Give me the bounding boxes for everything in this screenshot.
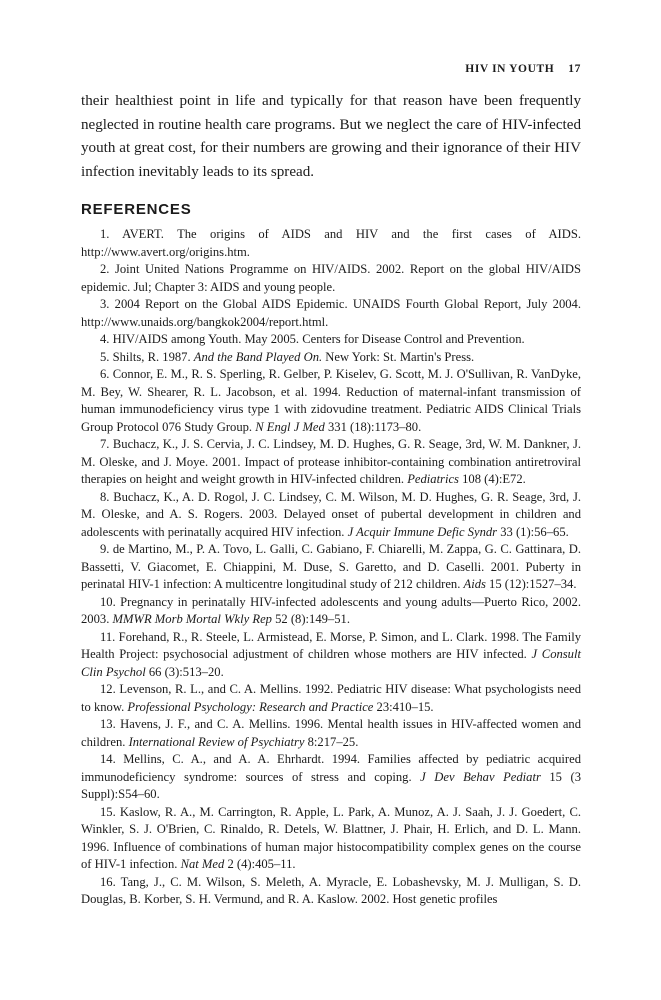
reference-item: 2. Joint United Nations Programme on HIV/AIDS. 2002. Report on the global HIV/AIDS epidemic. Jul; Chapter 3: AIDS and young people.: [81, 262, 581, 294]
reference-item: 13. Havens, J. F., and C. A. Mellins. 1996. Mental health issues in HIV-affected women and children. International Review of Psychiatry 8:217–25.: [81, 717, 581, 749]
reference-item: 6. Connor, E. M., R. S. Sperling, R. Gelber, P. Kiselev, G. Scott, M. J. O'Sullivan, R. VanDyke, M. Bey, W. Shearer, R. L. Jacobson, et al. 1994. Reduction of maternal-infant transmission of human immunodeficiency virus type 1 with zidovudine treatment. Pediatric AIDS Clinical Trials Group Protocol 076 Study Group. N Engl J Med 331 (18):1173–80.: [81, 367, 581, 434]
reference-item: 16. Tang, J., C. M. Wilson, S. Meleth, A. Myracle, E. Lobashevsky, M. J. Mulligan, S. D. Douglas, B. Korber, S. H. Vermund, and R. A. Kaslow. 2002. Host genetic profiles: [81, 874, 581, 906]
reference-list: [81, 226, 581, 909]
reference-item: 15. Kaslow, R. A., M. Carrington, R. Apple, L. Park, A. Munoz, A. J. Saah, J. J. Goedert, C. Winkler, S. J. O'Brien, C. Rinaldo, R. Detels, W. Blattner, J. Phair, H. Erlich, and D. L. Mann. 1996. Influence of combinations of human major histocompatibility complex genes on the course of HIV-1 infection. Nat Med 2 (4):405–11.: [81, 804, 581, 871]
running-header-title: HIV IN YOUTH: [465, 63, 555, 75]
reference-item: 7. Buchacz, K., J. S. Cervia, J. C. Lindsey, M. D. Hughes, G. R. Seage, 3rd, W. M. Dankner, J. M. Oleske, and J. Moye. 2001. Impact of protease inhibitor-containing combination antiretroviral therapies on height and weight growth in HIV-infected children. Pediatrics 108 (4):E72.: [81, 437, 581, 486]
references-heading: REFERENCES: [81, 201, 192, 218]
book-page: [81, 0, 581, 1000]
reference-item: 11. Forehand, R., R. Steele, L. Armistead, E. Morse, P. Simon, and L. Clark. 1998. The Family Health Project: psychosocial adjustment of children whose mothers are HIV infected. J Consult Clin Psychol 66 (3):513–20.: [81, 629, 581, 679]
running-header: [465, 63, 581, 75]
reference-item: 4. HIV/AIDS among Youth. May 2005. Centers for Disease Control and Prevention.: [100, 332, 525, 346]
reference-item: 12. Levenson, R. L., and C. A. Mellins. 1992. Pediatric HIV disease: What psychologists need to know. Professional Psychology: Research and Practice 23:410–15.: [81, 682, 581, 714]
reference-item: 10. Pregnancy in perinatally HIV-infected adolescents and young adults—Puerto Rico, 2002. 2003. MMWR Morb Mortal Wkly Rep 52 (8):149–51.: [81, 594, 581, 626]
reference-item: 5. Shilts, R. 1987. And the Band Played On. New York: St. Martin's Press.: [100, 349, 475, 364]
reference-item: 8. Buchacz, K., A. D. Rogol, J. C. Lindsey, C. M. Wilson, M. D. Hughes, G. R. Seage, 3rd, J. M. Oleske, and A. S. Rogers. 2003. Delayed onset of pubertal development in children and adolescents with perinatally acquired HIV infection. J Acquir Immune Defic Syndr 33 (1):56–65.: [81, 489, 581, 539]
reference-item: 1. AVERT. The origins of AIDS and HIV and the first cases of AIDS. http://www.avert.org/origins.htm.: [81, 227, 581, 259]
reference-item: 14. Mellins, C. A., and A. A. Ehrhardt. 1994. Families affected by pediatric acquired immunodeficiency syndrome: sources of stress and coping. J Dev Behav Pediatr 15 (3 Suppl):S54–60.: [81, 752, 582, 801]
page-number: 17: [568, 63, 581, 75]
intro-paragraph: their healthiest point in life and typically for that reason have been frequently neglected in routine health care programs. But we neglect the care of HIV-infected youth at great cost, for their numbers are growing and their ignorance of their HIV infection inevitably leads to its spread.: [81, 93, 581, 180]
reference-item: 9. de Martino, M., P. A. Tovo, L. Galli, C. Gabiano, F. Chiarelli, M. Zappa, G. C. Gattinara, D. Bassetti, V. Giacomet, E. Chiappini, M. Duse, S. Garetto, and D. Caselli. 2001. Puberty in perinatal HIV-1 infection: A multicentre longitudinal study of 212 children. Aids 15 (12):1527–34.: [81, 542, 581, 591]
reference-item: 3. 2004 Report on the Global AIDS Epidemic. UNAIDS Fourth Global Report, July 2004. http://www.unaids.org/bangkok2004/report.html.: [81, 297, 581, 329]
